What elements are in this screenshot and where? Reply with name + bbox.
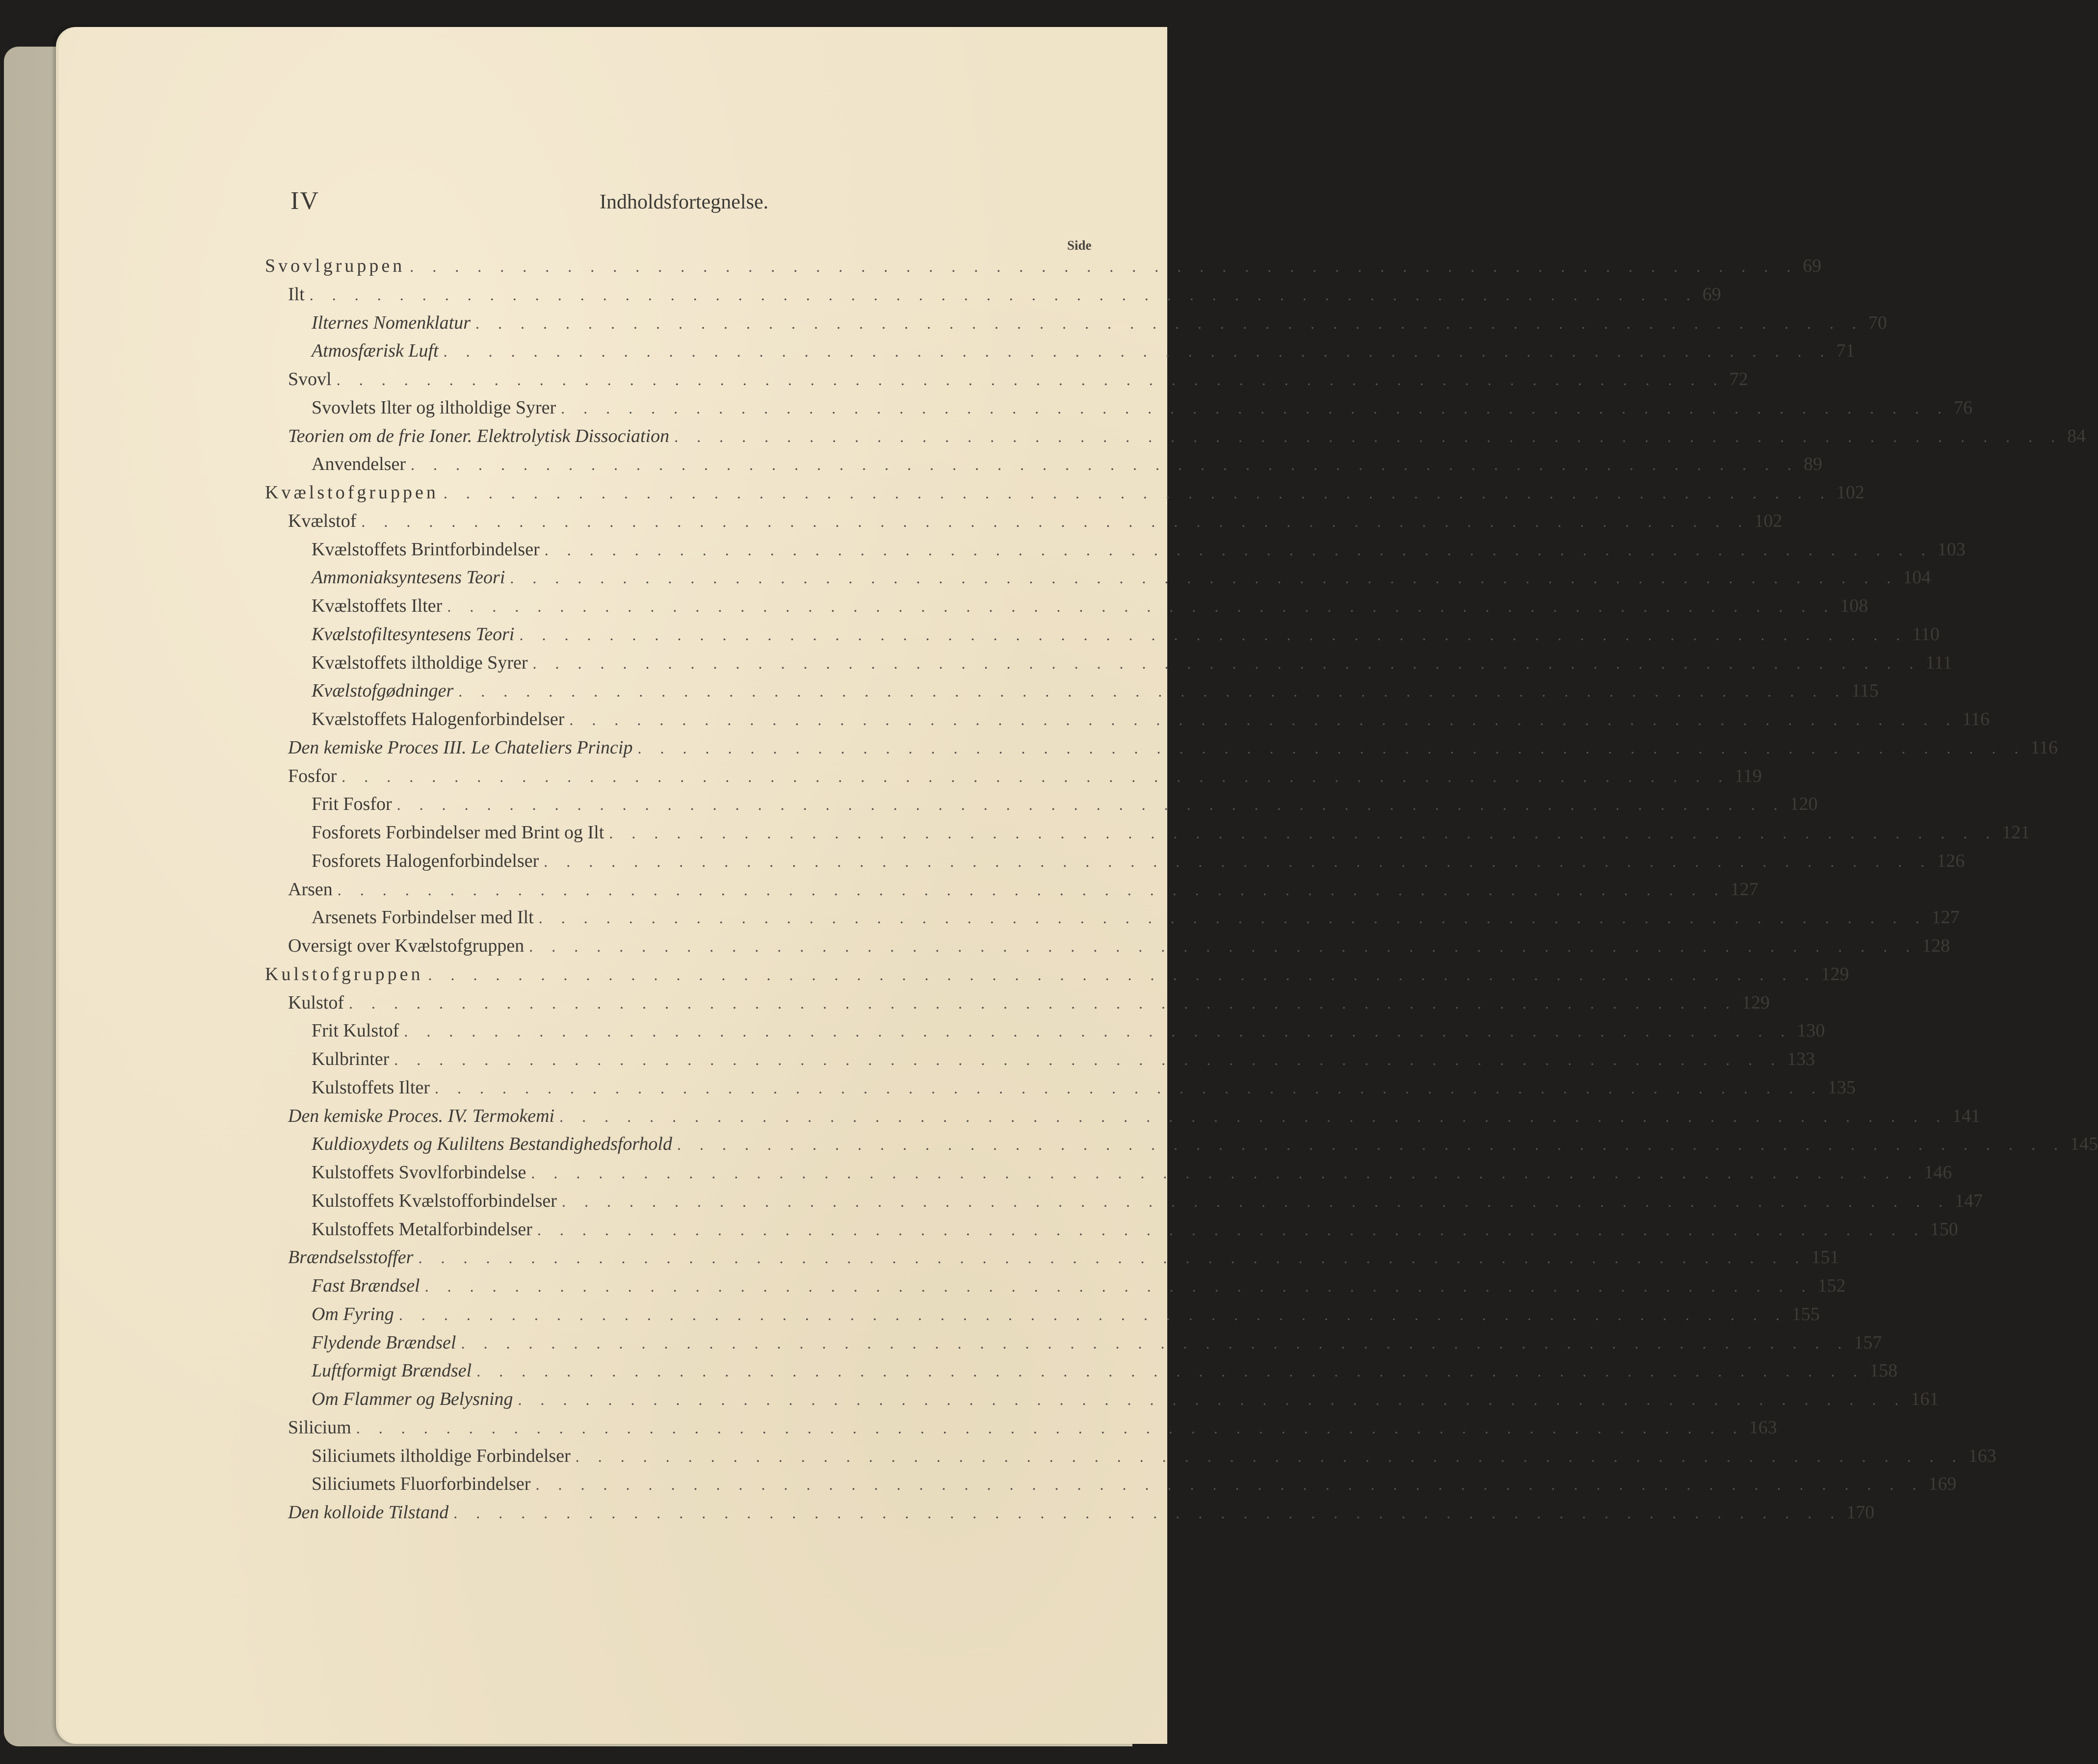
dot-leader: . . . . . . . . . . . . . . . . . . . . . . . . . . . . . . . . . . . . . . . . . . . . . . . . . . . . . . . . . . . . . . — [637, 739, 2026, 757]
dot-leader: . . . . . . . . . . . . . . . . . . . . . . . . . . . . . . . . . . . . . . . . . . . . . . . . . . . . . . . . . . . . . . — [531, 1164, 1919, 1182]
toc-entry-title: Fosfor — [288, 765, 337, 786]
toc-entry-page-number: 104 — [1903, 567, 1931, 588]
dot-leader: . . . . . . . . . . . . . . . . . . . . . . . . . . . . . . . . . . . . . . . . . . . . . . . . . . . . . . . . . . . . . . — [404, 1022, 1792, 1040]
toc-entry-page-number: 151 — [1811, 1247, 1839, 1268]
toc-entry — [288, 992, 1770, 1017]
toc-entry — [312, 1332, 1882, 1357]
toc-entry — [312, 1020, 1825, 1045]
toc-entry-title: Kulstoffets Kvælstofforbindelser — [312, 1190, 557, 1211]
dot-leader: . . . . . . . . . . . . . . . . . . . . . . . . . . . . . . . . . . . . . . . . . . . . . . . . . . . . . . . . . . . . . . — [569, 711, 1958, 728]
toc-entry-page-number: 135 — [1827, 1077, 1856, 1098]
dot-leader: . . . . . . . . . . . . . . . . . . . . . . . . . . . . . . . . . . . . . . . . . . . . . . . . . . . . . . . . . . . . . . — [443, 484, 1832, 502]
dot-leader: . . . . . . . . . . . . . . . . . . . . . . . . . . . . . . . . . . . . . . . . . . . . . . . . . . . . . . . . . . . . . . — [394, 1051, 1783, 1068]
dot-leader: . . . . . . . . . . . . . . . . . . . . . . . . . . . . . . . . . . . . . . . . . . . . . . . . . . . . . . . . . . . . . . — [336, 371, 1725, 389]
toc-entry-page-number: 76 — [1954, 397, 1973, 418]
toc-entry — [288, 284, 1721, 309]
toc-entry — [312, 1388, 1939, 1414]
toc-entry — [288, 368, 1748, 394]
toc-entry — [288, 510, 1783, 536]
toc-entry-page-number: 129 — [1742, 992, 1770, 1013]
dot-leader: . . . . . . . . . . . . . . . . . . . . . . . . . . . . . . . . . . . . . . . . . . . . . . . . . . . . . . . . . . . . . . — [544, 541, 1933, 559]
toc-entry — [312, 1162, 1952, 1187]
toc-entry-page-number: 141 — [1952, 1105, 1981, 1126]
toc-entry-page-number: 163 — [1968, 1445, 1996, 1466]
toc-entry — [312, 595, 1868, 621]
toc-entry-page-number: 127 — [1730, 879, 1758, 900]
toc-entry-title: Kvælstoffets iltholdige Syrer — [312, 652, 528, 673]
dot-leader: . . . . . . . . . . . . . . . . . . . . . . . . . . . . . . . . . . . . . . . . . . . . . . . . . . . . . . . . . . . . . . — [677, 1136, 2065, 1154]
toc-entry-title: Kvælstofiltesyntesens Teori — [312, 623, 515, 645]
toc-entry-page-number: 147 — [1954, 1190, 1983, 1211]
dot-leader: . . . . . . . . . . . . . . . . . . . . . . . . . . . . . . . . . . . . . . . . . . . . . . . . . . . . . . . . . . . . . . — [674, 427, 2063, 445]
toc-entry — [288, 879, 1758, 904]
toc-entry — [312, 397, 1973, 422]
dot-leader: . . . . . . . . . . . . . . . . . . . . . . . . . . . . . . . . . . . . . . . . . . . . . . . . . . . . . . . . . . . . . . — [458, 682, 1847, 700]
toc-entry — [312, 1275, 1846, 1300]
toc-entry-title: Den kolloide Tilstand — [288, 1502, 449, 1523]
dot-leader: . . . . . . . . . . . . . . . . . . . . . . . . . . . . . . . . . . . . . . . . . . . . . . . . . . . . . . . . . . . . . . — [561, 399, 1949, 417]
toc-entry-title: Svovlets Ilter og iltholdige Syrer — [312, 397, 556, 418]
dot-leader: . . . . . . . . . . . . . . . . . . . . . . . . . . . . . . . . . . . . . . . . . . . . . . . . . . . . . . . . . . . . . . — [424, 1277, 1813, 1295]
toc-entry — [265, 482, 1864, 507]
toc-entry-title: Siliciumets Fluorforbindelser — [312, 1474, 531, 1495]
dot-leader: . . . . . . . . . . . . . . . . . . . . . . . . . . . . . . . . . . . . . . . . . . . . . . . . . . . . . . . . . . . . . . — [519, 625, 1908, 644]
toc-entry — [312, 539, 1966, 564]
toc-entry — [312, 1190, 1983, 1216]
dot-leader: . . . . . . . . . . . . . . . . . . . . . . . . . . . . . . . . . . . . . . . . . . . . . . . . . . . . . . . . . . . . . . — [341, 767, 1730, 785]
toc-entry-page-number: 152 — [1817, 1275, 1846, 1296]
toc-entry-page-number: 72 — [1729, 369, 1748, 389]
toc-entry — [312, 1133, 2098, 1159]
dot-leader: . . . . . . . . . . . . . . . . . . . . . . . . . . . . . . . . . . . . . . . . . . . . . . . . . . . . . . . . . . . . . . — [396, 796, 1785, 814]
toc-entry-title: Anvendelser — [312, 454, 406, 475]
toc-entry — [312, 793, 1818, 819]
dot-leader: . . . . . . . . . . . . . . . . . . . . . . . . . . . . . . . . . . . . . . . . . . . . . . . . . . . . . . . . . . . . . . — [609, 824, 1997, 842]
toc-entry-page-number: 146 — [1924, 1162, 1952, 1183]
dot-leader: . . . . . . . . . . . . . . . . . . . . . . . . . . . . . . . . . . . . . . . . . . . . . . . . . . . . . . . . . . . . . . — [535, 1476, 1924, 1494]
toc-entry-page-number: 129 — [1821, 963, 1849, 985]
dot-leader: . . . . . . . . . . . . . . . . . . . . . . . . . . . . . . . . . . . . . . . . . . . . . . . . . . . . . . . . . . . . . . — [518, 1391, 1906, 1408]
dot-leader: . . . . . . . . . . . . . . . . . . . . . . . . . . . . . . . . . . . . . . . . . . . . . . . . . . . . . . . . . . . . . . — [544, 852, 1932, 870]
dot-leader: . . . . . . . . . . . . . . . . . . . . . . . . . . . . . . . . . . . . . . . . . . . . . . . . . . . . . . . . . . . . . . — [510, 569, 1898, 587]
toc-entry-title: Kvælstofgødninger — [312, 680, 454, 701]
toc-entry-title: Kvælstofgruppen — [265, 482, 439, 503]
dot-leader: . . . . . . . . . . . . . . . . . . . . . . . . . . . . . . . . . . . . . . . . . . . . . . . . . . . . . . . . . . . . . . — [461, 1334, 1849, 1352]
toc-entry-title: Ammoniaksyntesens Teori — [312, 567, 505, 588]
toc-entry-page-number: 89 — [1804, 454, 1823, 475]
toc-entry — [312, 652, 1952, 677]
dot-leader: . . . . . . . . . . . . . . . . . . . . . . . . . . . . . . . . . . . . . . . . . . . . . . . . . . . . . . . . . . . . . . — [398, 1305, 1787, 1323]
toc-entry — [312, 1077, 1856, 1102]
toc-entry — [288, 425, 2086, 451]
toc-entry-page-number: 133 — [1787, 1049, 1815, 1069]
toc-entry-title: Svovl — [288, 369, 332, 389]
toc-entry-title: Fosforets Forbindelser med Brint og Ilt — [312, 822, 604, 843]
dot-leader: . . . . . . . . . . . . . . . . . . . . . . . . . . . . . . . . . . . . . . . . . . . . . . . . . . . . . . . . . . . . . . — [349, 994, 1737, 1012]
toc-entry — [312, 680, 1879, 705]
toc-entry — [312, 850, 1965, 876]
toc-entry-title: Arsenets Forbindelser med Ilt — [312, 907, 534, 928]
toc-entry-title: Kulstoffets Ilter — [312, 1077, 430, 1098]
toc-entry — [312, 340, 1855, 365]
toc-entry-title: Brændselsstoffer — [288, 1247, 414, 1268]
toc-entry-page-number: 102 — [1836, 482, 1864, 503]
toc-entry-page-number: 116 — [1962, 709, 1990, 729]
toc-entry — [288, 737, 2058, 762]
toc-entry-title: Om Fyring — [312, 1303, 394, 1324]
toc-entry-title: Kvælstof — [288, 510, 357, 531]
dot-leader: . . . . . . . . . . . . . . . . . . . . . . . . . . . . . . . . . . . . . . . . . . . . . . . . . . . . . . . . . . . . . . — [475, 314, 1864, 332]
page-folio: IV — [290, 187, 319, 215]
toc-entry-page-number: 169 — [1928, 1474, 1957, 1495]
toc-entry — [288, 1105, 1981, 1131]
toc-entry-page-number: 116 — [2030, 737, 2058, 758]
toc-entry — [312, 1048, 1815, 1074]
dot-leader: . . . . . . . . . . . . . . . . . . . . . . . . . . . . . . . . . . . . . . . . . . . . . . . . . . . . . . . . . . . . . . — [476, 1362, 1865, 1380]
toc-entry-page-number: 145 — [2070, 1134, 2098, 1155]
toc-entry-title: Luftformigt Brændsel — [312, 1360, 472, 1381]
toc-entry-page-number: 121 — [2002, 822, 2030, 843]
dot-leader: . . . . . . . . . . . . . . . . . . . . . . . . . . . . . . . . . . . . . . . . . . . . . . . . . . . . . . . . . . . . . . — [418, 1249, 1807, 1267]
toc-entry-title: Frit Kulstof — [312, 1020, 399, 1041]
toc-entry-title: Oversigt over Kvælstofgruppen — [288, 935, 524, 956]
toc-entry — [312, 1360, 1898, 1385]
toc-entry — [312, 1303, 1820, 1329]
toc-entry-title: Ilt — [288, 284, 305, 305]
dot-leader: . . . . . . . . . . . . . . . . . . . . . . . . . . . . . . . . . . . . . . . . . . . . . . . . . . . . . . . . . . . . . . — [411, 456, 1799, 474]
dot-leader: . . . . . . . . . . . . . . . . . . . . . . . . . . . . . . . . . . . . . . . . . . . . . . . . . . . . . . . . . . . . . . — [337, 881, 1726, 899]
toc-entry — [288, 1246, 1839, 1272]
toc-entry-page-number: 150 — [1930, 1219, 1958, 1240]
toc-entry-title: Ilternes Nomenklatur — [312, 312, 471, 333]
toc-entry-title: Silicium — [288, 1417, 351, 1438]
dot-leader: . . . . . . . . . . . . . . . . . . . . . . . . . . . . . . . . . . . . . . . . . . . . . . . . . . . . . . . . . . . . . . — [453, 1504, 1842, 1522]
book-page — [59, 27, 2098, 1744]
toc-entry-title: Den kemiske Proces. IV. Termokemi — [288, 1105, 555, 1126]
toc-entry-title: Kulbrinter — [312, 1049, 390, 1069]
toc-entry-page-number: 115 — [1851, 680, 1879, 701]
toc-entry-page-number: 119 — [1734, 765, 1762, 786]
toc-entry-page-number: 130 — [1797, 1020, 1825, 1041]
toc-entry-page-number: 69 — [1702, 284, 1721, 305]
dot-leader: . . . . . . . . . . . . . . . . . . . . . . . . . . . . . . . . . . . . . . . . . . . . . . . . . . . . . . . . . . . . . . — [410, 258, 1798, 275]
dot-leader: . . . . . . . . . . . . . . . . . . . . . . . . . . . . . . . . . . . . . . . . . . . . . . . . . . . . . . . . . . . . . . — [361, 512, 1750, 530]
toc-entry-title: Atmosfærisk Luft — [312, 340, 439, 362]
toc-entry-page-number: 170 — [1846, 1502, 1875, 1523]
toc-entry — [312, 907, 1960, 932]
toc-entry-title: Kvælstoffets Ilter — [312, 596, 443, 616]
toc-entry-page-number: 70 — [1868, 312, 1888, 333]
toc-entry — [265, 255, 1822, 281]
toc-entry-title: Arsen — [288, 879, 333, 900]
toc-entry-title: Kulstoffets Metalforbindelser — [312, 1219, 532, 1240]
toc-entry-page-number: 110 — [1912, 623, 1940, 645]
toc-entry-page-number: 71 — [1836, 340, 1855, 362]
dot-leader: . . . . . . . . . . . . . . . . . . . . . . . . . . . . . . . . . . . . . . . . . . . . . . . . . . . . . . . . . . . . . . — [537, 1220, 1925, 1239]
toc-entry — [312, 822, 2030, 847]
toc-entry-title: Om Flammer og Belysning — [312, 1389, 513, 1409]
toc-entry-page-number: 120 — [1789, 794, 1818, 815]
toc-entry-title: Fast Brændsel — [312, 1275, 420, 1296]
dot-leader: . . . . . . . . . . . . . . . . . . . . . . . . . . . . . . . . . . . . . . . . . . . . . . . . . . . . . . . . . . . . . . — [561, 1192, 1950, 1210]
toc-entry — [312, 623, 1940, 649]
dot-leader: . . . . . . . . . . . . . . . . . . . . . . . . . . . . . . . . . . . . . . . . . . . . . . . . . . . . . . . . . . . . . . — [309, 285, 1698, 304]
running-head — [59, 186, 1167, 216]
toc-entry-title: Kuldioxydets og Kuliltens Bestandighedsforhold — [312, 1134, 672, 1155]
toc-entry-title: Kvælstoffets Halogenforbindelser — [312, 709, 565, 729]
page-column-label: Side — [1067, 238, 1092, 253]
toc-entry — [312, 1473, 1957, 1499]
page-title: Indholdsfortegnelse. — [600, 191, 769, 213]
toc-entry-title: Svovlgruppen — [265, 256, 405, 276]
toc-entry-page-number: 127 — [1931, 907, 1960, 928]
dot-leader: . . . . . . . . . . . . . . . . . . . . . . . . . . . . . . . . . . . . . . . . . . . . . . . . . . . . . . . . . . . . . . — [532, 654, 1921, 672]
toc-entry-title: Den kemiske Proces III. Le Chateliers Princip — [288, 737, 633, 758]
toc-entry — [312, 567, 1931, 592]
toc-entry-page-number: 155 — [1791, 1303, 1820, 1324]
toc-entry-page-number: 103 — [1937, 539, 1966, 560]
dot-leader: . . . . . . . . . . . . . . . . . . . . . . . . . . . . . . . . . . . . . . . . . . . . . . . . . . . . . . . . . . . . . . — [575, 1447, 1964, 1465]
toc-entry — [288, 765, 1762, 791]
toc-entry-title: Fosforets Halogenforbindelser — [312, 850, 539, 871]
dot-leader: . . . . . . . . . . . . . . . . . . . . . . . . . . . . . . . . . . . . . . . . . . . . . . . . . . . . . . . . . . . . . . — [434, 1079, 1823, 1097]
toc-entry-title: Teorien om de frie Ioner. Elektrolytisk Dissociation — [288, 425, 670, 446]
toc-entry — [312, 708, 1990, 734]
toc-entry — [312, 1445, 1996, 1471]
toc-entry-page-number: 102 — [1754, 510, 1783, 531]
toc-entry-title: Kulstoffets Svovlforbindelse — [312, 1162, 526, 1183]
dot-leader: . . . . . . . . . . . . . . . . . . . . . . . . . . . . . . . . . . . . . . . . . . . . . . . . . . . . . . . . . . . . . . — [447, 597, 1836, 615]
toc-entry-page-number: 128 — [1922, 935, 1950, 956]
toc-entry-title: Kulstof — [288, 992, 344, 1013]
toc-entry-page-number: 69 — [1803, 256, 1822, 276]
dot-leader: . . . . . . . . . . . . . . . . . . . . . . . . . . . . . . . . . . . . . . . . . . . . . . . . . . . . . . . . . . . . . . — [538, 909, 1927, 927]
toc-entry — [288, 1502, 1875, 1527]
toc-entry-title: Frit Fosfor — [312, 794, 392, 815]
toc-entry-page-number: 157 — [1854, 1332, 1882, 1353]
toc-entry — [288, 935, 1950, 960]
dot-leader: . . . . . . . . . . . . . . . . . . . . . . . . . . . . . . . . . . . . . . . . . . . . . . . . . . . . . . . . . . . . . . — [428, 965, 1816, 984]
toc-entry-page-number: 163 — [1749, 1417, 1777, 1438]
toc-entry-title: Flydende Brændsel — [312, 1332, 456, 1353]
toc-entry — [288, 1417, 1777, 1442]
toc-entry-title: Kulstofgruppen — [265, 963, 423, 985]
toc-entry — [265, 963, 1849, 989]
dot-leader: . . . . . . . . . . . . . . . . . . . . . . . . . . . . . . . . . . . . . . . . . . . . . . . . . . . . . . . . . . . . . . — [443, 342, 1832, 361]
toc-entry-page-number: 84 — [2067, 425, 2086, 446]
toc-entry-page-number: 108 — [1840, 596, 1868, 616]
dot-leader: . . . . . . . . . . . . . . . . . . . . . . . . . . . . . . . . . . . . . . . . . . . . . . . . . . . . . . . . . . . . . . — [529, 937, 1917, 955]
toc-entry — [312, 1219, 1958, 1244]
toc-entry-title: Kvælstoffets Brintforbindelser — [312, 539, 540, 560]
toc-entry-page-number: 126 — [1937, 850, 1965, 871]
toc-entry-page-number: 161 — [1911, 1389, 1939, 1409]
toc-entry-page-number: 111 — [1925, 652, 1952, 673]
dot-leader: . . . . . . . . . . . . . . . . . . . . . . . . . . . . . . . . . . . . . . . . . . . . . . . . . . . . . . . . . . . . . . — [356, 1419, 1744, 1437]
toc-entry-title: Siliciumets iltholdige Forbindelser — [312, 1445, 571, 1466]
dot-leader: . . . . . . . . . . . . . . . . . . . . . . . . . . . . . . . . . . . . . . . . . . . . . . . . . . . . . . . . . . . . . . — [559, 1107, 1948, 1125]
toc-entry — [312, 453, 1823, 479]
toc-entry-page-number: 158 — [1869, 1360, 1898, 1381]
toc-entry — [312, 312, 1888, 337]
